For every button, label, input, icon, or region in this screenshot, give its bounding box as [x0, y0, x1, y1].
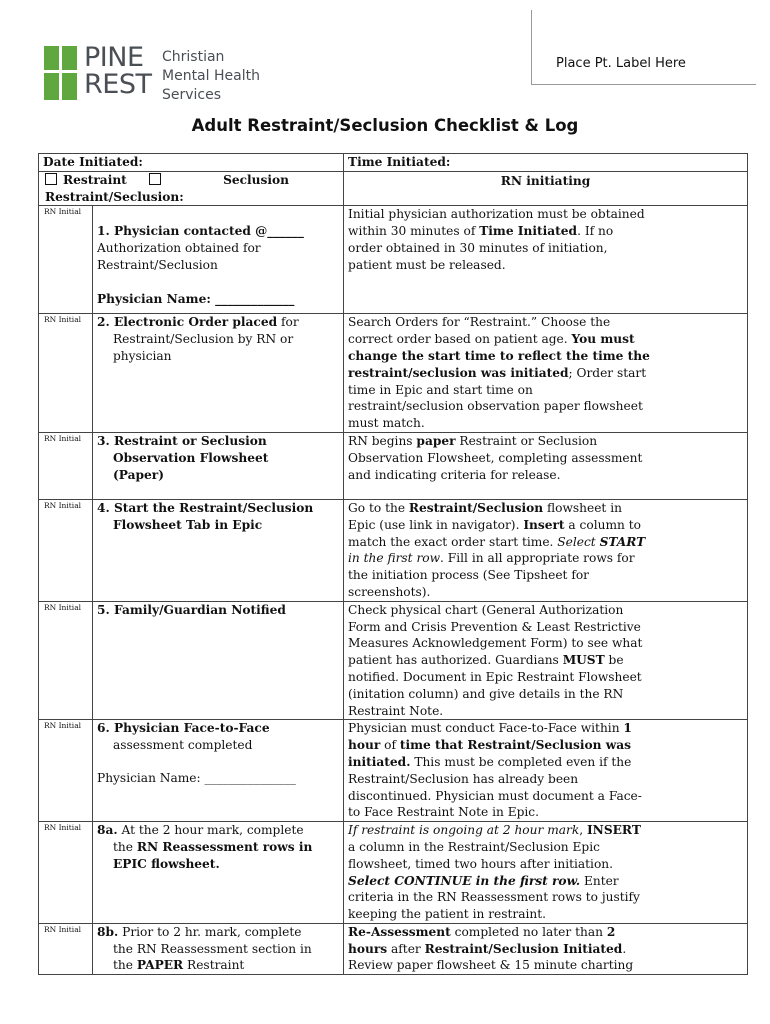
instruction-cell: Initial physician authorization must be obtained within 30 minutes of Time Initiated. If no order obtained in 30 minutes of initiation, patient must be released. — [344, 206, 748, 314]
restraint-checkbox[interactable] — [45, 173, 57, 185]
step-cell: 8b. Prior to 2 hr. mark, complete the RN Reassessment section in the PAPER Restraint — [93, 923, 344, 974]
instruction-cell: RN begins paper Restraint or Seclusion Observation Flowsheet, completing assessment and indicating criteria for release. — [344, 432, 748, 499]
rn-initial-cell[interactable]: RN Initial — [39, 923, 93, 974]
step-cell: 2. Electronic Order placed for Restraint/Seclusion by RN or physician — [93, 314, 344, 433]
pine-rest-logo — [44, 44, 284, 104]
rn-initial-cell[interactable]: RN Initial — [39, 432, 93, 499]
rn-initial-cell[interactable]: RN Initial — [39, 499, 93, 601]
logo-wordmark: PINE REST — [84, 42, 152, 100]
table-row — [39, 601, 748, 720]
seclusion-label: Seclusion — [223, 172, 290, 187]
rn-initiating-cell[interactable]: RN initiating — [344, 171, 748, 206]
step-cell: 8a. At the 2 hour mark, complete the RN Reassessment rows in EPIC flowsheet. — [93, 822, 344, 924]
date-initiated-cell[interactable]: Date Initiated: — [39, 154, 344, 172]
restraint-type-cell — [39, 171, 344, 206]
patient-label-box — [531, 10, 756, 85]
instruction-cell: Go to the Restraint/Seclusion flowsheet in Epic (use link in navigator). Insert a column to match the exact order start time. Select START in the first row. Fill in all appropriate rows for the initiation process (See Tipsheet for screenshots). — [344, 499, 748, 601]
rn-initial-cell[interactable]: RN Initial — [39, 314, 93, 433]
time-initiated-cell[interactable]: Time Initiated: — [344, 154, 748, 172]
checklist-table — [38, 153, 748, 975]
logo-subtitle: Christian Mental Health Services — [162, 49, 260, 103]
instruction-cell: Physician must conduct Face-to-Face within 1 hour of time that Restraint/Seclusion was initiated. This must be completed even if the Restraint/Seclusion has already been discontinued. Physician must document a Face- to Face Restraint Note in Epic. — [344, 720, 748, 822]
instruction-cell: Re-Assessment completed no later than 2 hours after Restraint/Seclusion Initiated. Review paper flowsheet & 15 minute charting — [344, 923, 748, 974]
page-title: Adult Restraint/Seclusion Checklist & Log — [191, 116, 579, 135]
rn-initial-cell[interactable]: RN Initial — [39, 720, 93, 822]
table-row — [39, 206, 748, 314]
rn-initial-cell[interactable]: RN Initial — [39, 822, 93, 924]
step-cell: 4. Start the Restraint/Seclusion Flowsheet Tab in Epic — [93, 499, 344, 601]
instruction-cell: Search Orders for “Restraint.” Choose the correct order based on patient age. You must change the start time to reflect the time the restraint/seclusion was initiated; Order start time in Epic and start time on restraint/seclusion observation paper flowsheet must match. — [344, 314, 748, 433]
table-row — [39, 314, 748, 433]
step-cell: 5. Family/Guardian Notified — [93, 601, 344, 720]
seclusion-checkbox[interactable] — [149, 173, 161, 185]
table-row — [39, 923, 748, 974]
table-row — [39, 822, 748, 924]
type-row — [39, 171, 748, 206]
table-row — [39, 499, 748, 601]
date-time-row — [39, 154, 748, 172]
table-row — [39, 432, 748, 499]
instruction-cell: If restraint is ongoing at 2 hour mark, INSERT a column in the Restraint/Seclusion Epic flowsheet, timed two hours after initiation. Select CONTINUE in the first row. Enter criteria in the RN Reassessment rows to justify keeping the patient in restraint. — [344, 822, 748, 924]
patient-label-text: Place Pt. Label Here — [556, 56, 686, 71]
restraint-seclusion-label: Restraint/Seclusion: — [45, 189, 184, 204]
rn-initial-cell[interactable]: RN Initial — [39, 601, 93, 720]
rn-initial-cell[interactable]: RN Initial — [39, 206, 93, 314]
instruction-cell: Check physical chart (General Authorization Form and Crisis Prevention & Least Restrictive Measures Acknowledgement Form) to see what patient has authorized. Guardians MUST be notified. Document in Epic Restraint Flowsheet (initation column) and give details in the RN Restraint Note. — [344, 601, 748, 720]
restraint-label: Restraint — [63, 172, 127, 187]
table-row — [39, 720, 748, 822]
step-cell: 3. Restraint or Seclusion Observation Flowsheet (Paper) — [93, 432, 344, 499]
logo-cross-icon — [44, 46, 78, 100]
step-cell: 1. Physician contacted @______ Authorization obtained for Restraint/Seclusion Physician Name: _____________ — [93, 206, 344, 314]
step-cell: 6. Physician Face-to-Face assessment completed Physician Name: _______________ — [93, 720, 344, 822]
